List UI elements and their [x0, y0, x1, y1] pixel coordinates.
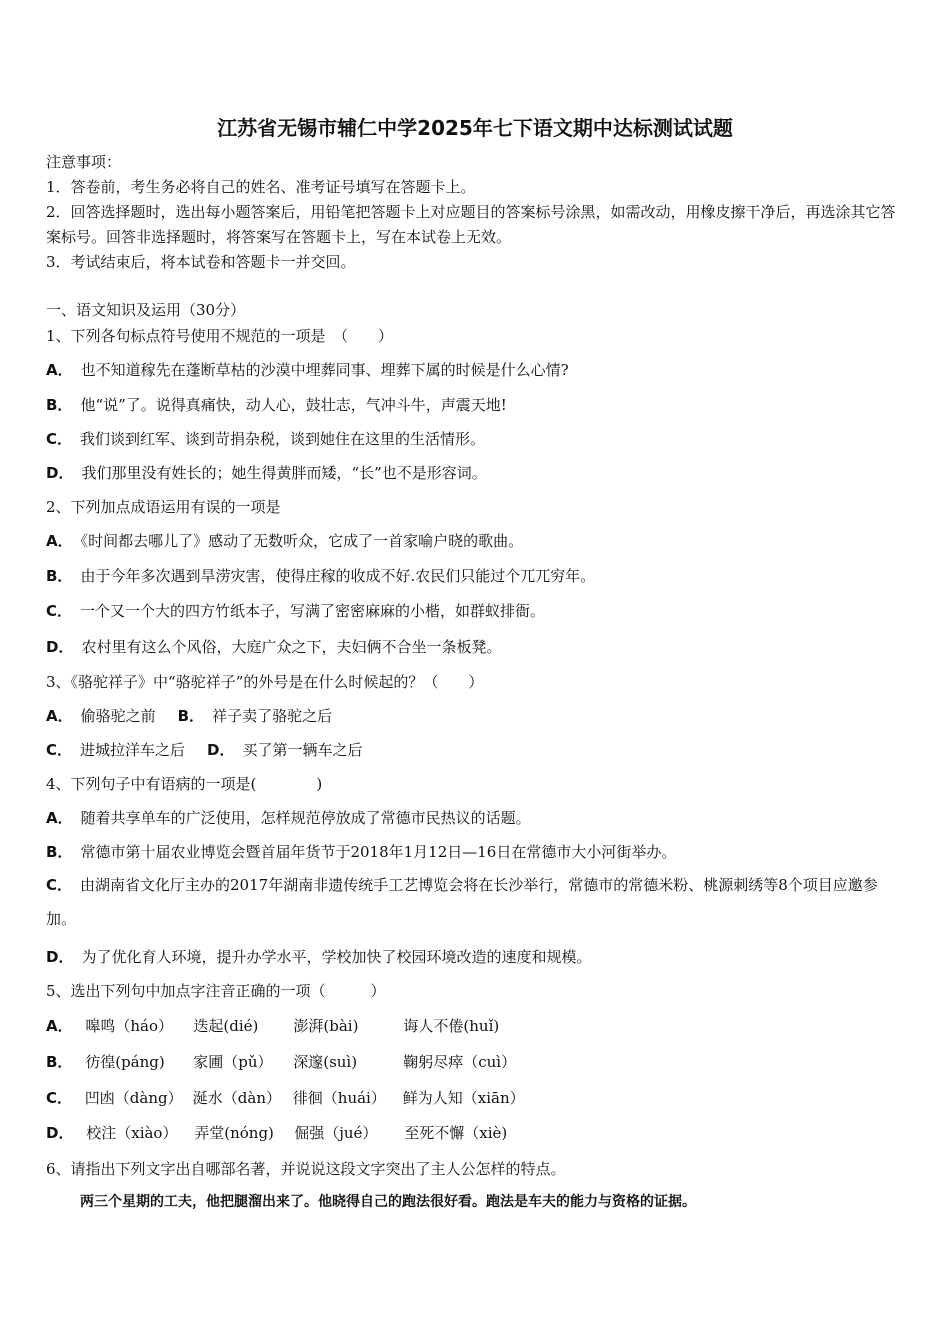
option-label: C．: [46, 876, 73, 894]
option-text: 进城拉洋车之后: [80, 741, 186, 759]
option-label: D．: [46, 1124, 74, 1142]
q4-option-d: [46, 946, 906, 967]
option-text: 《时间都去哪儿了》感动了无数听众，它成了一首家喻户晓的歌曲。: [80, 532, 524, 550]
q4-option-a: [46, 807, 906, 828]
option-label: A．: [46, 532, 73, 550]
option-text: 他“说”了。说得真痛快，动人心，鼓壮志，气冲斗牛，声震天地!: [80, 396, 507, 414]
pinyin-item: 嗥鸣（háo）: [85, 1017, 174, 1035]
pinyin-item: 迭起(dié): [193, 1017, 259, 1035]
option-label: A．: [46, 1017, 73, 1035]
q2-option-c: [46, 600, 906, 621]
notice-item: 1．答卷前，考生务必将自己的姓名、准考证号填写在答题卡上。: [46, 178, 476, 196]
option-label: B．: [177, 707, 205, 725]
q1-option-b: [46, 394, 906, 415]
option-text: 买了第一辆车之后: [242, 741, 363, 759]
option-label: D．: [46, 948, 74, 966]
pinyin-item: 至死不懈（xiè): [404, 1124, 508, 1142]
pinyin-item: 诲人不倦(huǐ): [403, 1017, 500, 1035]
q2-option-d: [46, 636, 906, 657]
option-text: 由于今年多次遇到旱涝灾害，使得庄稼的收成不好.农民们只能过个兀兀穷年。: [80, 567, 596, 585]
option-text: 一个又一个大的四方竹纸本子，写满了密密麻麻的小楷，如群蚁排衙。: [80, 602, 546, 620]
question-4-stem: 4、下列句子中有语病的一项是( ): [46, 775, 323, 793]
option-label: D．: [46, 638, 74, 656]
question-2-stem: 2、下列加点成语运用有误的一项是: [46, 498, 281, 516]
q3-options-row-2: [46, 739, 906, 760]
notice-item: 3．考试结束后，将本试卷和答题卡一并交回。: [46, 253, 356, 271]
page-title: 江苏省无锡市辅仁中学2025年七下语文期中达标测试试题: [217, 116, 733, 140]
pinyin-item: 鲜为人知（xiān）: [402, 1089, 525, 1107]
option-label: C．: [46, 430, 73, 448]
q5-option-a: [46, 1015, 906, 1036]
pinyin-item: 涎水（dàn）: [192, 1089, 282, 1107]
pinyin-item: 澎湃(bài): [293, 1017, 359, 1035]
pinyin-item: 弄堂(nóng): [194, 1124, 274, 1142]
q1-option-d: [46, 462, 906, 483]
option-text: 也不知道稼先在蓬断草枯的沙漠中埋葬同事、埋葬下属的时候是什么心情?: [80, 361, 569, 379]
pinyin-item: 倔强（jué）: [294, 1124, 378, 1142]
option-label: D．: [46, 464, 74, 482]
option-text: 祥子卖了骆驼之后: [212, 707, 333, 725]
question-6-quote: 两三个星期的工夫，他把腿溜出来了。他晓得自己的跑法很好看。跑法是车夫的能力与资格的证据。: [80, 1194, 696, 1210]
option-text: 我们那里没有姓长的；她生得黄胖而矮，“长”也不是形容词。: [81, 464, 487, 482]
option-text: 我们谈到红军、谈到苛捐杂税，谈到她住在这里的生活情形。: [80, 430, 486, 448]
section-heading: 一、语文知识及运用（30分）: [46, 301, 246, 319]
notice-heading: 注意事项：: [46, 153, 122, 171]
q5-option-b: [46, 1051, 906, 1072]
q1-option-c: [46, 428, 906, 449]
q1-option-a: [46, 359, 906, 380]
q3-options-row-1: [46, 705, 906, 726]
option-label: A．: [46, 707, 73, 725]
q5-option-d: [46, 1122, 906, 1143]
notice-item: 2．回答选择题时，选出每小题答案后，用铅笔把答题卡上对应题目的答案标号涂黑，如需改动，用橡皮擦干净后，再选涂其它答案标号。回答非选择题时，将答案写在答题卡上，写在本试卷上无效。: [46, 203, 896, 246]
option-label: B．: [46, 1053, 73, 1071]
pinyin-item: 鞠躬尽瘁（cuì）: [403, 1053, 517, 1071]
q4-option-c: [46, 868, 906, 936]
option-text: 偷骆驼之前: [80, 707, 156, 725]
option-label: B．: [46, 396, 73, 414]
pinyin-item: 凹凼（dàng）: [84, 1089, 183, 1107]
option-text: 随着共享单车的广泛使用，怎样规范停放成了常德市民热议的话题。: [80, 809, 531, 827]
q2-option-a: [46, 530, 906, 551]
option-text: 由湖南省文化厅主办的2017年湖南非遗传统手工艺博览会将在长沙举行，常德市的常德米粉、桃源刺绣等8个项目应邀参加。: [46, 876, 878, 928]
pinyin-item: 深邃(suì): [293, 1053, 358, 1071]
option-label: D．: [207, 741, 235, 759]
pinyin-item: 家圃（pǔ）: [193, 1053, 273, 1071]
question-6-stem: 6、请指出下列文字出自哪部名著，并说说这段文字突出了主人公怎样的特点。: [46, 1160, 566, 1178]
option-text: 常德市第十届农业博览会暨首届年货节于2018年1月12日—16日在常德市大小河街举办。: [80, 843, 677, 861]
pinyin-item: 彷徨(páng): [85, 1053, 165, 1071]
option-label: C．: [46, 602, 73, 620]
option-label: A．: [46, 361, 73, 379]
q2-option-b: [46, 565, 906, 586]
option-label: B．: [46, 843, 73, 861]
question-3-stem: 3、《骆驼祥子》中“骆驼祥子”的外号是在什么时候起的？（ ）: [46, 673, 484, 691]
option-label: C．: [46, 1089, 73, 1107]
question-5-stem: 5、选出下列句中加点字注音正确的一项（ ）: [46, 982, 386, 1000]
option-text: 农村里有这么个风俗，大庭广众之下，夫妇俩不合坐一条板凳。: [81, 638, 502, 656]
option-text: 为了优化育人环境，提升办学水平，学校加快了校园环境改造的速度和规模。: [81, 948, 592, 966]
pinyin-item: 校注（xiào）: [86, 1124, 178, 1142]
pinyin-item: 徘徊（huái）: [292, 1089, 386, 1107]
q4-option-b: [46, 841, 906, 862]
notice-block: [46, 150, 906, 275]
option-label: B．: [46, 567, 73, 585]
question-1-stem: 1、下列各句标点符号使用不规范的一项是 （ ）: [46, 327, 394, 345]
option-label: C．: [46, 741, 73, 759]
option-label: A．: [46, 809, 73, 827]
q5-option-c: [46, 1087, 906, 1108]
